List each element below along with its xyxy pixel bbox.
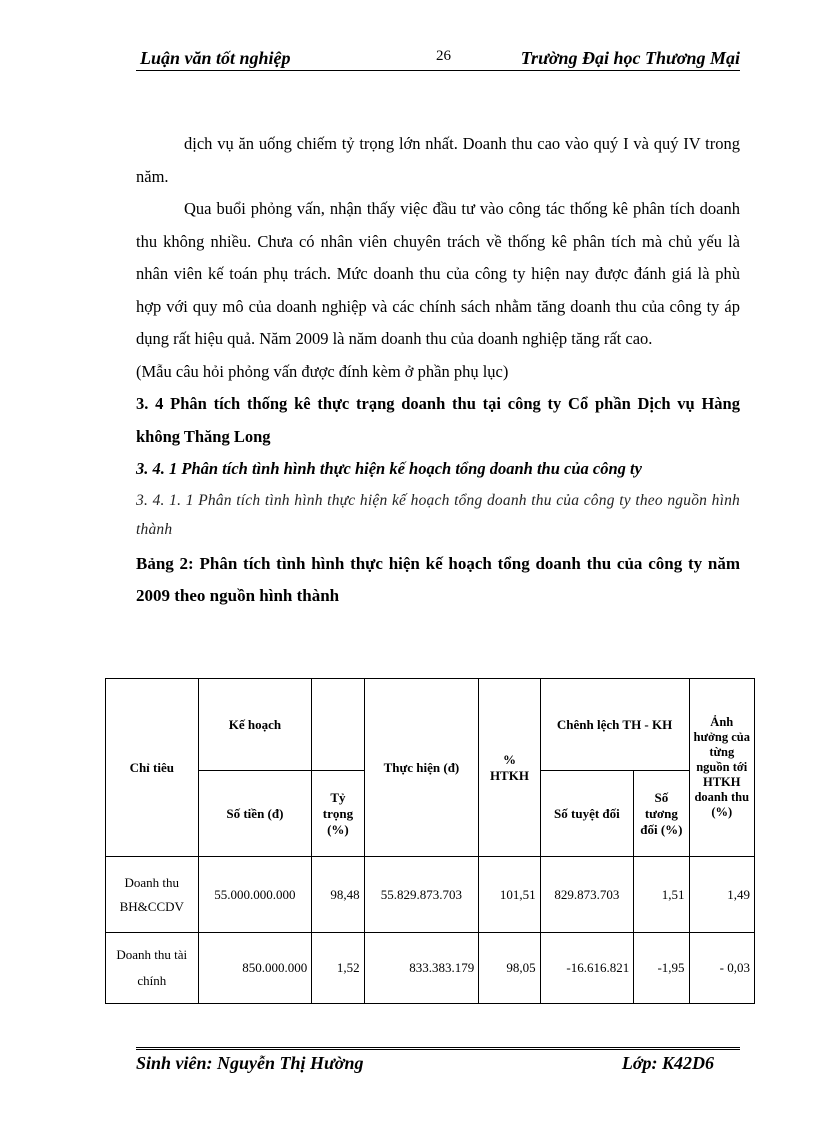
header-ke-hoach: Kế hoạch bbox=[198, 679, 312, 771]
heading-3-4-1: 3. 4. 1 Phân tích tình hình thực hiện kế hoạch tổng doanh thu của công ty bbox=[136, 459, 642, 478]
table-row bbox=[106, 933, 755, 1004]
header-blank bbox=[312, 679, 364, 771]
paragraph-1: dịch vụ ăn uống chiếm tỷ trọng lớn nhất. Doanh thu cao vào quý I và quý IV trong năm. bbox=[136, 134, 740, 186]
table-row bbox=[106, 857, 755, 933]
cell-ty-trong: 98,48 bbox=[312, 857, 364, 933]
table-title: Bảng 2: Phân tích tình hình thực hiện kế hoạch tổng doanh thu của công ty năm 2009 theo nguồn hình thành bbox=[136, 553, 740, 605]
revenue-table bbox=[105, 678, 755, 1004]
header-chenh-lech: Chênh lệch TH - KH bbox=[540, 679, 689, 771]
cell-htkh: 101,51 bbox=[479, 857, 540, 933]
footer-student: Sinh viên: Nguyễn Thị Hường bbox=[136, 1053, 364, 1073]
cell-tuyet-doi: 829.873.703 bbox=[540, 857, 634, 933]
cell-htkh: 98,05 bbox=[479, 933, 540, 1004]
header-so-tien: Số tiền (đ) bbox=[198, 771, 312, 857]
footer-class: Lớp: K42D6 bbox=[621, 1053, 714, 1073]
header-so-tuyet-doi: Số tuyệt đối bbox=[540, 771, 634, 857]
paragraph-2: Qua buổi phỏng vấn, nhận thấy việc đầu tư vào công tác thống kê phân tích doanh thu không nhiều. Chưa có nhân viên chuyên trách về thống kê phân tích mà chủ yếu là nhân viên kế toán phụ trách. Mức doanh thu của công ty hiện nay được đánh giá là phù hợp với quy mô của doanh nghiệp và các chính sách nhằm tăng doanh thu của công ty áp dụng rất hiệu quả. Năm 2009 là năm doanh thu của doanh nghiệp tăng rất cao. bbox=[136, 199, 740, 348]
page-header bbox=[136, 48, 740, 70]
paragraph-3: (Mẫu câu hỏi phỏng vấn được đính kèm ở phần phụ lục) bbox=[136, 361, 509, 381]
header-chi-tieu: Chỉ tiêu bbox=[106, 679, 199, 857]
document-body bbox=[136, 128, 740, 613]
page-number: 26 bbox=[436, 48, 451, 64]
cell-so-tien: 55.000.000.000 bbox=[198, 857, 312, 933]
cell-tuong-doi: -1,95 bbox=[634, 933, 689, 1004]
cell-anh-huong: - 0,03 bbox=[689, 933, 754, 1004]
cell-tuong-doi: 1,51 bbox=[634, 857, 689, 933]
header-so-tuong-doi: Số tương đối (%) bbox=[634, 771, 689, 857]
header-ty-trong: Tỷ trọng (%) bbox=[312, 771, 364, 857]
cell-anh-huong: 1,49 bbox=[689, 857, 754, 933]
page-footer bbox=[136, 1053, 720, 1074]
header-thesis-label: Luận văn tốt nghiệp bbox=[140, 48, 291, 68]
cell-thuc-hien: 833.383.179 bbox=[364, 933, 479, 1004]
cell-tuyet-doi: -16.616.821 bbox=[540, 933, 634, 1004]
header-rule bbox=[136, 70, 740, 71]
header-thuc-hien: Thực hiện (đ) bbox=[364, 679, 479, 857]
cell-so-tien: 850.000.000 bbox=[198, 933, 312, 1004]
cell-ty-trong: 1,52 bbox=[312, 933, 364, 1004]
row-name: Doanh thu BH&CCDV bbox=[106, 857, 199, 933]
header-anh-huong: Ảnh hưởng của từng nguồn tới HTKH doanh thu (%) bbox=[689, 679, 754, 857]
cell-thuc-hien: 55.829.873.703 bbox=[364, 857, 479, 933]
footer-rule bbox=[136, 1047, 740, 1050]
header-htkh: % HTKH bbox=[479, 679, 540, 857]
heading-3-4-1-1: 3. 4. 1. 1 Phân tích tình hình thực hiện kế hoạch tổng doanh thu của công ty theo nguồn hình thành bbox=[136, 491, 740, 538]
heading-3-4: 3. 4 Phân tích thống kê thực trạng doanh thu tại công ty Cổ phần Dịch vụ Hàng không Thăng Long bbox=[136, 394, 740, 446]
row-name: Doanh thu tài chính bbox=[106, 933, 199, 1004]
header-university: Trường Đại học Thương Mại bbox=[520, 48, 740, 68]
